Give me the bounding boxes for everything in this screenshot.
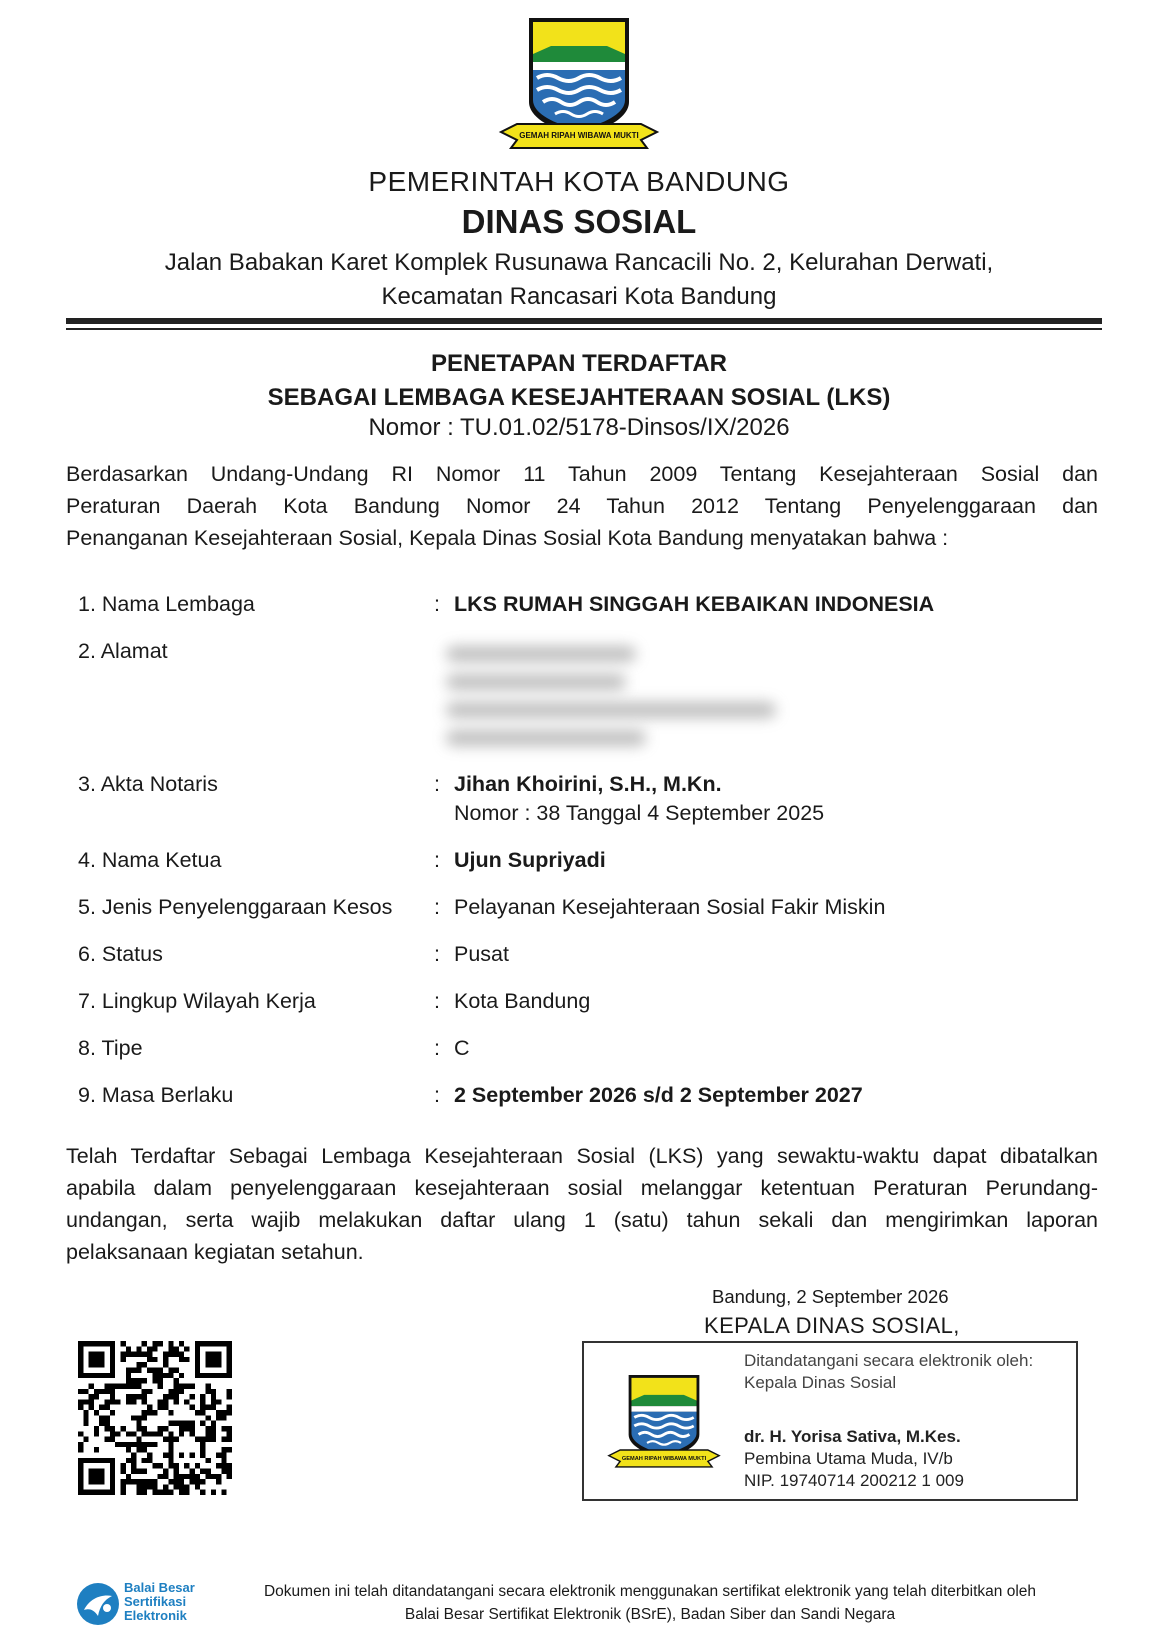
city-emblem-logo [606, 1353, 722, 1489]
document-title: PENETAPAN TERDAFTAR [431, 350, 727, 377]
field-label-work-area: 7. Lingkup Wilayah Kerja [78, 989, 316, 1013]
signed-note: Ditandatangani secara elektronik oleh: [744, 1351, 1034, 1370]
signer-name: dr. H. Yorisa Sativa, M.Kes. [744, 1427, 961, 1446]
document-number: Nomor : TU.01.02/5178-Dinsos/IX/2026 [368, 414, 790, 441]
department-name: DINAS SOSIAL [461, 203, 697, 240]
field-label-chairman: 4. Nama Ketua [78, 848, 222, 872]
bsre-name-line: Balai Besar [124, 1580, 195, 1595]
field-colon: : [434, 848, 440, 872]
field-colon: : [434, 1036, 440, 1060]
field-colon: : [434, 772, 440, 796]
closing-paragraph [66, 1140, 1098, 1268]
field-colon: : [434, 989, 440, 1013]
field-label-type: 8. Tipe [78, 1036, 143, 1060]
signer-nip: NIP. 19740714 200212 1 009 [744, 1471, 964, 1490]
field-colon: : [434, 1083, 440, 1107]
place-date: Bandung, 2 September 2026 [712, 1286, 949, 1307]
paragraph-line: Penanganan Kesejahteraan Sosial, Kepala Dinas Sosial Kota Bandung menyatakan bahwa : [66, 526, 949, 550]
bsre-logo-icon [74, 1580, 122, 1628]
footer-line: Balai Besar Sertifikat Elektronik (BSrE), Badan Siber dan Sandi Negara [404, 1606, 896, 1623]
field-value-status: Pusat [454, 942, 509, 966]
paragraph-line: pelaksanaan kegiatan setahun. [66, 1240, 364, 1264]
field-value-type: C [454, 1036, 470, 1060]
field-colon: : [434, 942, 440, 966]
field-label-status: 6. Status [78, 942, 163, 966]
field-value-validity: 2 September 2026 s/d 2 September 2027 [454, 1083, 863, 1107]
field-value-notary: Jihan Khoirini, S.H., M.Kn. [454, 772, 722, 796]
qr-code [78, 1341, 232, 1495]
emblem-motto: GEMAH RIPAH WIBAWA MUKTI [519, 131, 639, 140]
signed-role: Kepala Dinas Sosial [744, 1373, 897, 1392]
field-label-validity: 9. Masa Berlaku [78, 1083, 234, 1107]
paragraph-line: undangan, serta wajib melakukan daftar ulang 1 (satu) tahun sekali dan mengirimkan laporan [66, 1208, 1098, 1232]
intro-paragraph [66, 458, 1098, 554]
document-subtitle: SEBAGAI LEMBAGA KESEJAHTERAAN SOSIAL (LKS) [267, 384, 891, 411]
address-line: Jalan Babakan Karet Komplek Rusunawa Rancacili No. 2, Kelurahan Derwati, [164, 249, 994, 276]
bsre-name-line: Elektronik [124, 1608, 187, 1623]
address-line: Kecamatan Rancasari Kota Bandung [381, 283, 777, 310]
field-value-notary-number: Nomor : 38 Tanggal 4 September 2025 [454, 801, 825, 825]
field-colon: : [434, 592, 440, 616]
field-label-address: 2. Alamat [78, 639, 168, 663]
field-value-chairman: Ujun Supriyadi [454, 848, 606, 872]
paragraph-line: Telah Terdaftar Sebagai Lembaga Kesejahteraan Sosial (LKS) yang sewaktu-waktu dapat dibatalkan [66, 1144, 1098, 1168]
electronic-signature-box [582, 1341, 1078, 1501]
department-address [0, 246, 1158, 314]
emblem-motto: GEMAH RIPAH WIBAWA MUKTI [621, 1455, 707, 1462]
footer-line: Dokumen ini telah ditandatangani secara elektronik menggunakan sertifikat elektronik yang telah diterbitkan oleh [263, 1583, 1037, 1600]
signer-rank: Pembina Utama Muda, IV/b [744, 1449, 953, 1468]
field-label-institution: 1. Nama Lembaga [78, 592, 255, 616]
field-label-service-type: 5. Jenis Penyelenggaraan Kesos [78, 895, 393, 919]
signer-position: KEPALA DINAS SOSIAL, [704, 1313, 960, 1338]
paragraph-line: Peraturan Daerah Kota Bandung Nomor 24 Tahun 2012 Tentang Penyelenggaraan dan [66, 494, 1098, 518]
field-value-institution: LKS RUMAH SINGGAH KEBAIKAN INDONESIA [454, 592, 935, 616]
field-value-work-area: Kota Bandung [454, 989, 591, 1013]
letterhead-rule [66, 318, 1102, 330]
paragraph-line: apabila dalam penyelenggaraan kesejahteraan sosial melanggar ketentuan Peraturan Perundang- [66, 1176, 1098, 1200]
government-name: PEMERINTAH KOTA BANDUNG [368, 166, 790, 197]
redacted-address [446, 640, 786, 758]
city-emblem-logo [497, 14, 661, 152]
bsre-name-line: Sertifikasi [124, 1594, 187, 1609]
field-colon: : [434, 895, 440, 919]
field-value-service-type: Pelayanan Kesejahteraan Sosial Fakir Miskin [454, 895, 886, 919]
field-label-notary: 3. Akta Notaris [78, 772, 218, 796]
paragraph-line: Berdasarkan Undang-Undang RI Nomor 11 Tahun 2009 Tentang Kesejahteraan Sosial dan [66, 462, 1098, 486]
